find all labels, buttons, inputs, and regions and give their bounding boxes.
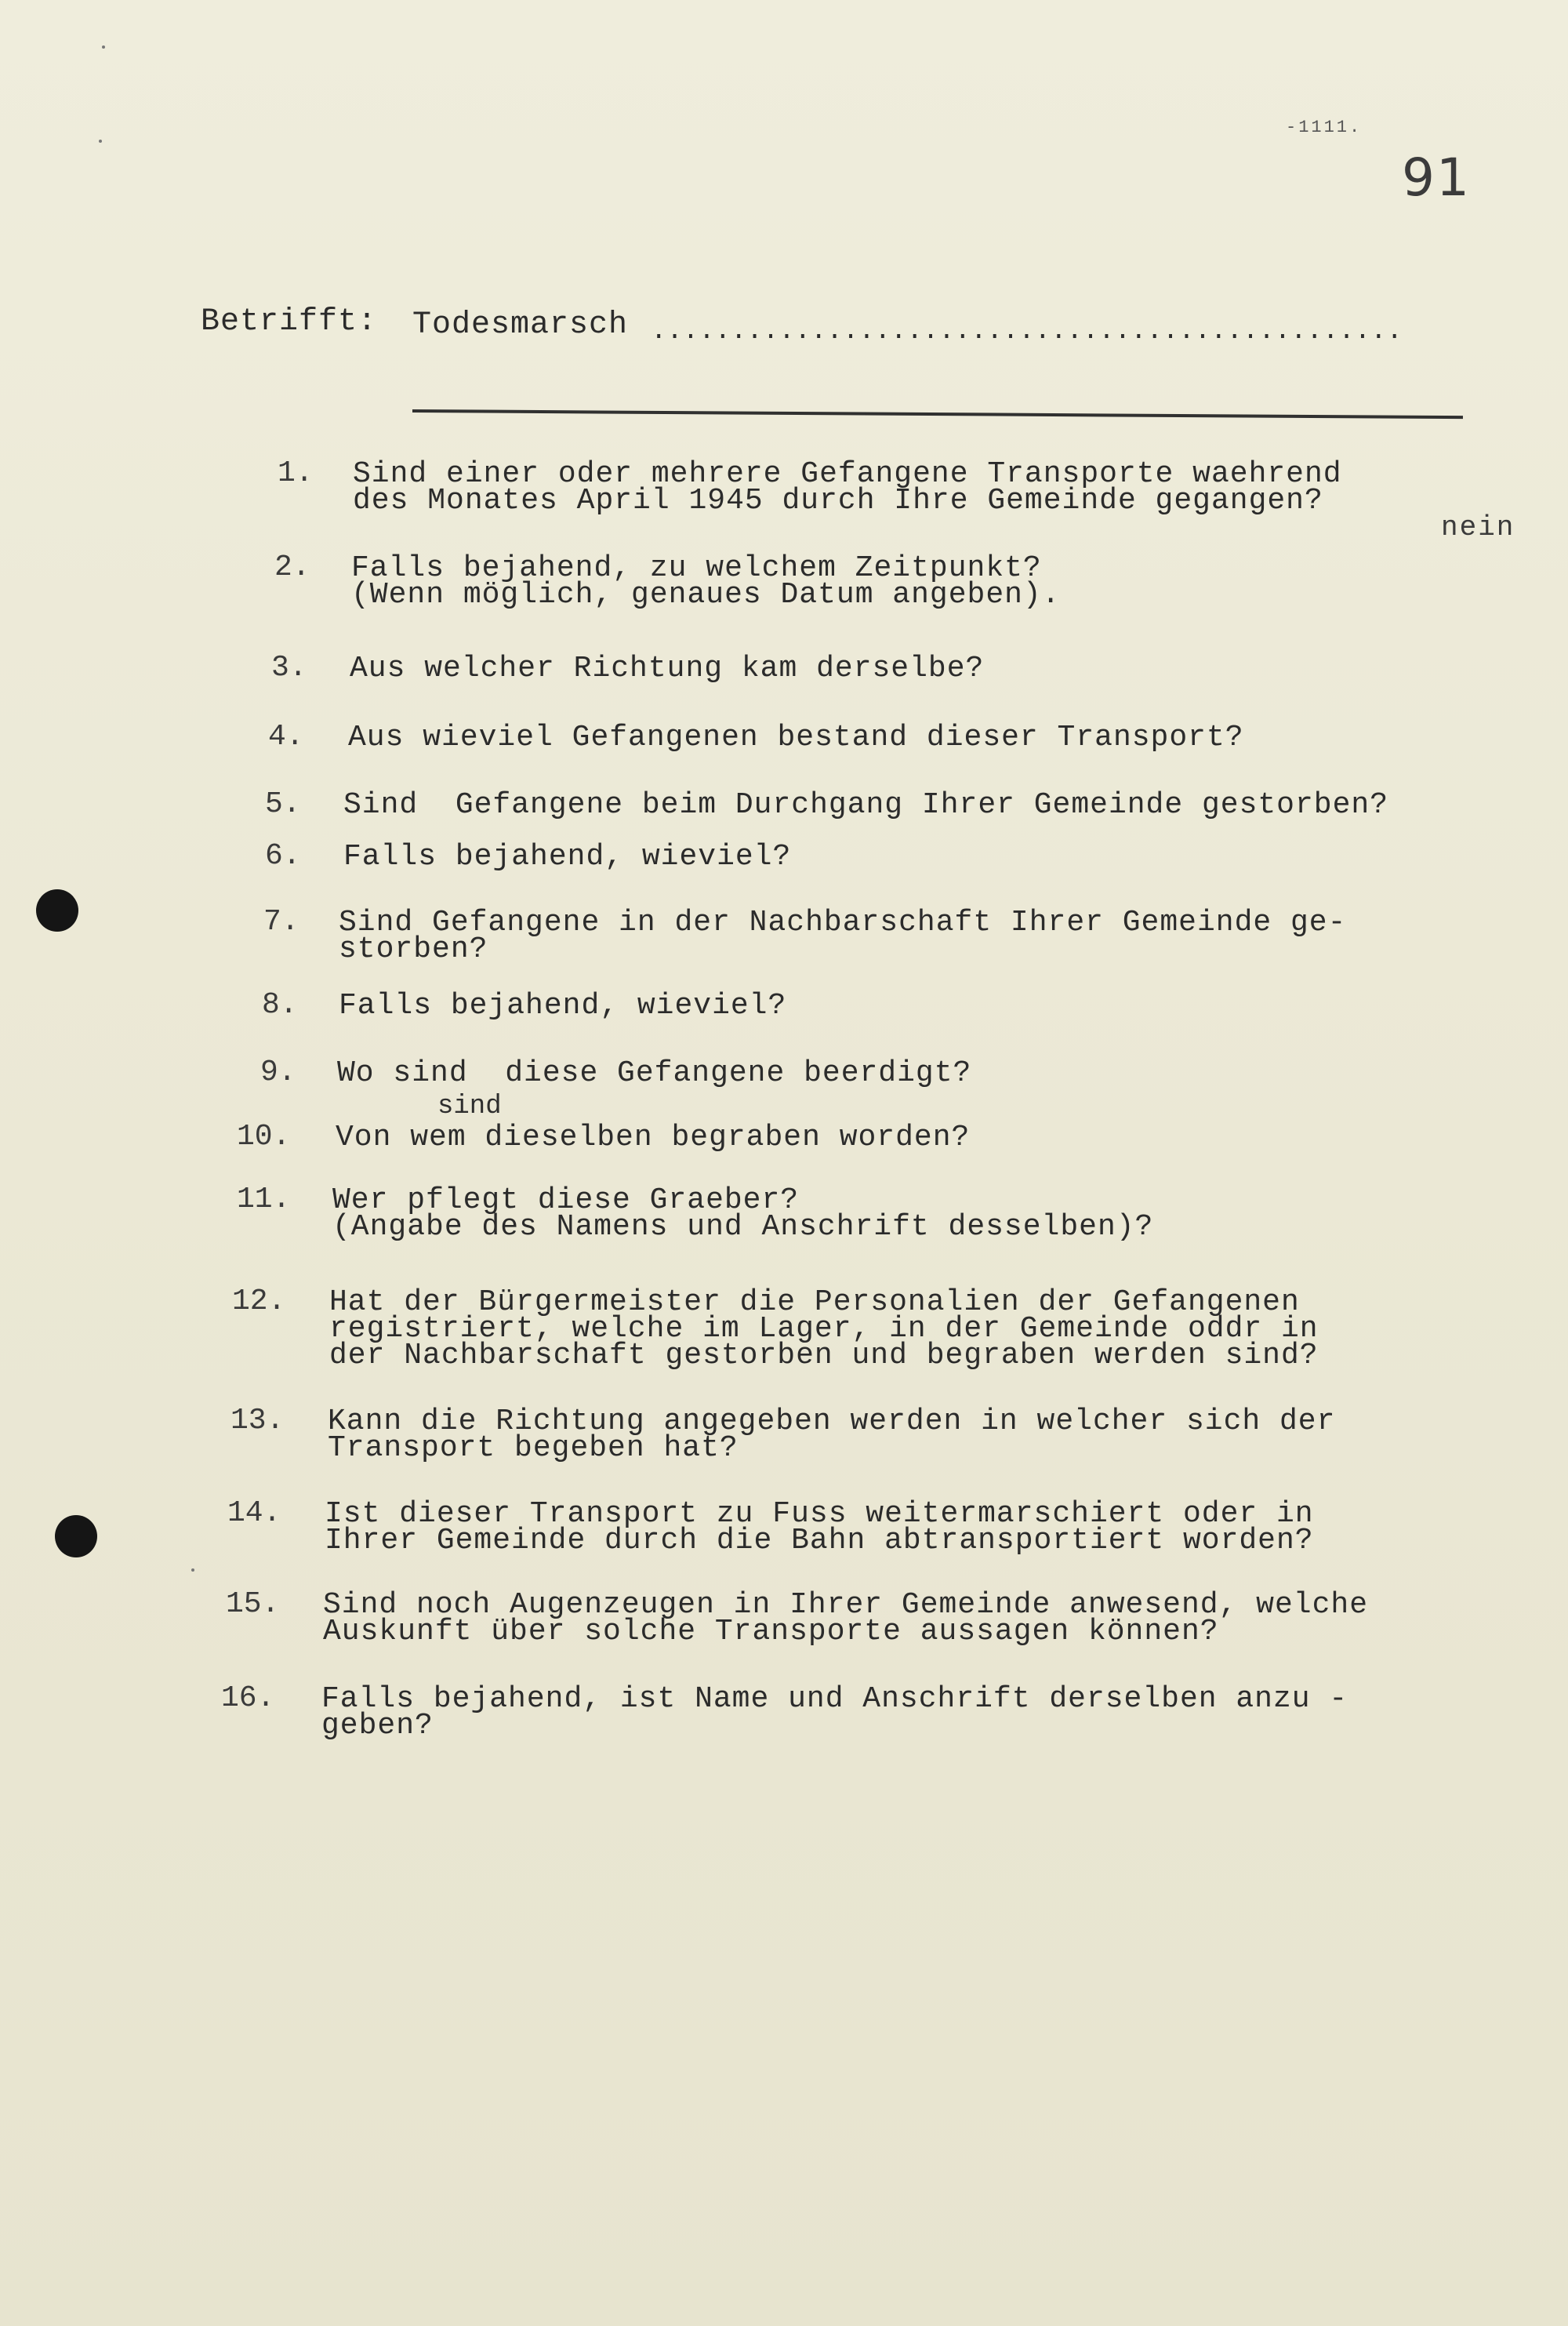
- question-text-line: (Angabe des Namens und Anschrift desselben)?: [332, 1210, 1154, 1244]
- question-number: 5.: [265, 787, 301, 821]
- question-text-line: Sind einer oder mehrere Gefangene Transporte waehrend: [353, 457, 1342, 491]
- question-number: 12.: [232, 1285, 286, 1318]
- question-number: 2.: [274, 551, 310, 584]
- question-number: 10.: [237, 1120, 291, 1154]
- question-number: 15.: [226, 1587, 280, 1621]
- subject-title: Todesmarsch: [412, 307, 629, 343]
- question-text-line: Transport begeben hat?: [328, 1431, 739, 1465]
- question-number: 9.: [260, 1056, 296, 1089]
- question-text-line: geben?: [321, 1709, 434, 1743]
- question-number: 4.: [268, 720, 304, 754]
- question-number: 6.: [265, 839, 301, 873]
- question-number: 13.: [230, 1404, 285, 1437]
- question-text-line: Von wem dieselben begraben worden?: [336, 1121, 971, 1154]
- question-text-line: Falls bejahend, zu welchem Zeitpunkt?: [351, 551, 1042, 585]
- handwritten-insertion: sind: [437, 1092, 502, 1121]
- subject-label: Betrifft:: [201, 304, 378, 340]
- question-text-line: Ist dieser Transport zu Fuss weitermarschiert oder in: [325, 1497, 1314, 1531]
- question-text-line: Kann die Richtung angegeben werden in welcher sich der: [328, 1405, 1336, 1438]
- question-text-line: (Wenn möglich, genaues Datum angeben).: [351, 578, 1061, 612]
- question-number: 14.: [227, 1496, 281, 1530]
- question-text-line: Wer pflegt diese Graeber?: [332, 1183, 800, 1217]
- page-number: 91: [1402, 147, 1471, 208]
- question-text-line: Wo sind diese Gefangene beerdigt?: [337, 1056, 972, 1090]
- paper-speck: [191, 1568, 194, 1572]
- question-text-line: Falls bejahend, ist Name und Anschrift derselben anzu -: [321, 1682, 1348, 1716]
- question-text-line: Falls bejahend, wieviel?: [339, 989, 787, 1023]
- question-text-line: Falls bejahend, wieviel?: [343, 840, 792, 874]
- question-text-line: Aus welcher Richtung kam derselbe?: [350, 652, 985, 685]
- question-text-line: storben?: [339, 932, 488, 966]
- paper-speck: [99, 140, 102, 143]
- question-text-line: registriert, welche im Lager, in der Gemeinde oddr in: [329, 1312, 1319, 1346]
- archive-stamp-marks: -1111.: [1286, 118, 1363, 137]
- question-text-line: Sind Gefangene beim Durchgang Ihrer Gemeinde gestorben?: [343, 788, 1389, 822]
- question-number: 11.: [237, 1183, 291, 1216]
- subject-underline: [412, 409, 1463, 419]
- question-text-line: der Nachbarschaft gestorben und begraben werden sind?: [329, 1339, 1319, 1372]
- question-number: 1.: [278, 456, 314, 490]
- question-text-line: Hat der Bürgermeister die Personalien der Gefangenen: [329, 1285, 1300, 1319]
- question-text-line: Ihrer Gemeinde durch die Bahn abtransportiert worden?: [325, 1524, 1314, 1557]
- question-number: 16.: [221, 1681, 275, 1715]
- punch-hole-upper: [36, 889, 78, 932]
- question-text-line: Aus wieviel Gefangenen bestand dieser Transport?: [348, 721, 1244, 754]
- subject-leader-dots: ...............................................: [651, 317, 1403, 347]
- paper-speck: [102, 45, 105, 49]
- punch-hole-lower: [55, 1515, 97, 1557]
- question-text-line: Sind noch Augenzeugen in Ihrer Gemeinde anwesend, welche: [323, 1588, 1369, 1622]
- question-text-line: des Monates April 1945 durch Ihre Gemeinde gegangen?: [353, 484, 1323, 518]
- question-text-line: Sind Gefangene in der Nachbarschaft Ihrer Gemeinde ge-: [339, 906, 1347, 939]
- question-number: 7.: [263, 905, 299, 939]
- answer-question-1: nein: [1441, 511, 1515, 543]
- question-number: 3.: [271, 651, 307, 685]
- question-number: 8.: [262, 988, 298, 1022]
- question-text-line: Auskunft über solche Transporte aussagen können?: [323, 1615, 1219, 1648]
